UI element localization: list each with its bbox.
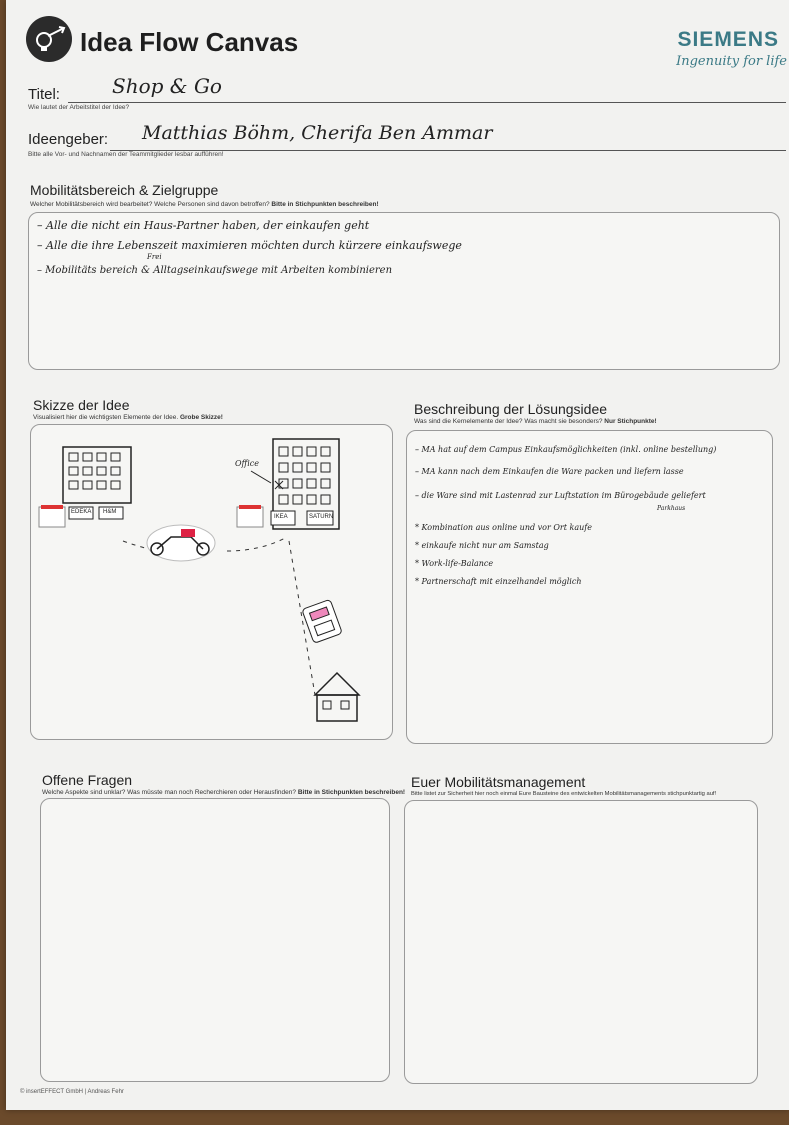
list-item: – Mobilitäts bereich & Alltagseinkaufswege mit Arbeiten kombinieren: [37, 265, 393, 276]
titel-hint: Wie lautet der Arbeitstitel der Idee?: [28, 104, 130, 111]
office-label: Office: [235, 459, 259, 468]
sketch-title: Skizze der Idee: [33, 397, 130, 413]
solution-box[interactable]: [406, 430, 773, 744]
shop-label: H&M: [103, 509, 117, 515]
mobility-title: Mobilitätsbereich & Zielgruppe: [30, 182, 219, 198]
ideengeber-hint: Bitte alle Vor- und Nachnamen der Teammitglieder lesbar aufführen!: [28, 151, 224, 158]
sketch-drawing: [31, 425, 392, 739]
list-item: * einkaufe nicht nur am Samstag: [415, 541, 549, 550]
list-item: – MA kann nach dem Einkaufen die Ware packen und liefern lasse: [415, 467, 684, 476]
list-item: – MA hat auf dem Campus Einkaufsmöglichkeiten (inkl. online bestellung): [415, 445, 717, 454]
list-item: * Partnerschaft mit einzelhandel möglich: [415, 577, 582, 586]
delivery-van-icon: [302, 599, 343, 643]
lightbulb-arrow-icon: [26, 16, 72, 62]
management-title: Euer Mobilitätsmanagement: [411, 774, 586, 790]
inline-note: Frei: [147, 253, 162, 261]
shop-label: SATURN: [309, 514, 334, 520]
questions-box[interactable]: [40, 798, 390, 1082]
side-note: Parkhaus: [657, 505, 686, 512]
management-hint: Bitte listet zur Sicherheit hier noch einmal Eure Bausteine des entwickelten Mobilitätsmanagements stichpunktartig auf!: [411, 791, 717, 797]
mobility-hint: Welcher Mobilitätsbereich wird bearbeitet? Welche Personen sind davon betroffen? Bitte in Stichpunkten beschreiben!: [30, 201, 379, 208]
cargo-bike-icon: [147, 525, 215, 561]
list-item: – Alle die nicht ein Haus-Partner haben, der einkaufen geht: [37, 219, 370, 232]
mobility-box[interactable]: [28, 212, 780, 370]
questions-title: Offene Fragen: [42, 772, 133, 788]
sketch-hint: Visualisiert hier die wichtigsten Elemente der Idee. Grobe Skizze!: [33, 414, 223, 421]
ideengeber-value[interactable]: Matthias Böhm, Cherifa Ben Ammar: [142, 122, 493, 144]
house-icon: [315, 673, 359, 721]
list-item: – die Ware sind mit Lastenrad zur Luftstation im Bürogebäude geliefert: [415, 491, 706, 500]
list-item: * Kombination aus online und vor Ort kaufe: [415, 523, 592, 532]
solution-hint: Was sind die Kernelemente der Idee? Was macht sie besonders? Nur Stichpunkte!: [414, 418, 657, 425]
list-item: * Work-life-Balance: [415, 559, 494, 568]
ideengeber-label: Ideengeber:: [28, 131, 109, 148]
list-item: – Alle die ihre Lebenszeit maximieren möchten durch kürzere einkaufswege: [37, 239, 462, 252]
canvas-title: Idea Flow Canvas: [80, 27, 299, 57]
titel-value[interactable]: Shop & Go: [112, 74, 222, 98]
shop-label: IKEA: [274, 514, 288, 520]
titel-line: [68, 102, 786, 103]
sketch-box[interactable]: [30, 424, 393, 740]
management-box[interactable]: [404, 800, 758, 1084]
brand-logo: SIEMENS: [677, 28, 779, 51]
shop-label: EDEKA: [71, 509, 92, 515]
solution-title: Beschreibung der Lösungsidee: [414, 401, 608, 417]
canvas-poster: [6, 0, 789, 1110]
brand-tagline: Ingenuity for life: [676, 54, 787, 69]
questions-hint: Welche Aspekte sind unklar? Was müsste man noch Recherchieren oder Herausfinden? Bitte in Stichpunkten beschreiben!: [42, 789, 406, 796]
titel-label: Titel:: [28, 86, 60, 103]
copyright-footer: © insertEFFECT GmbH | Andreas Fehr: [20, 1089, 124, 1095]
